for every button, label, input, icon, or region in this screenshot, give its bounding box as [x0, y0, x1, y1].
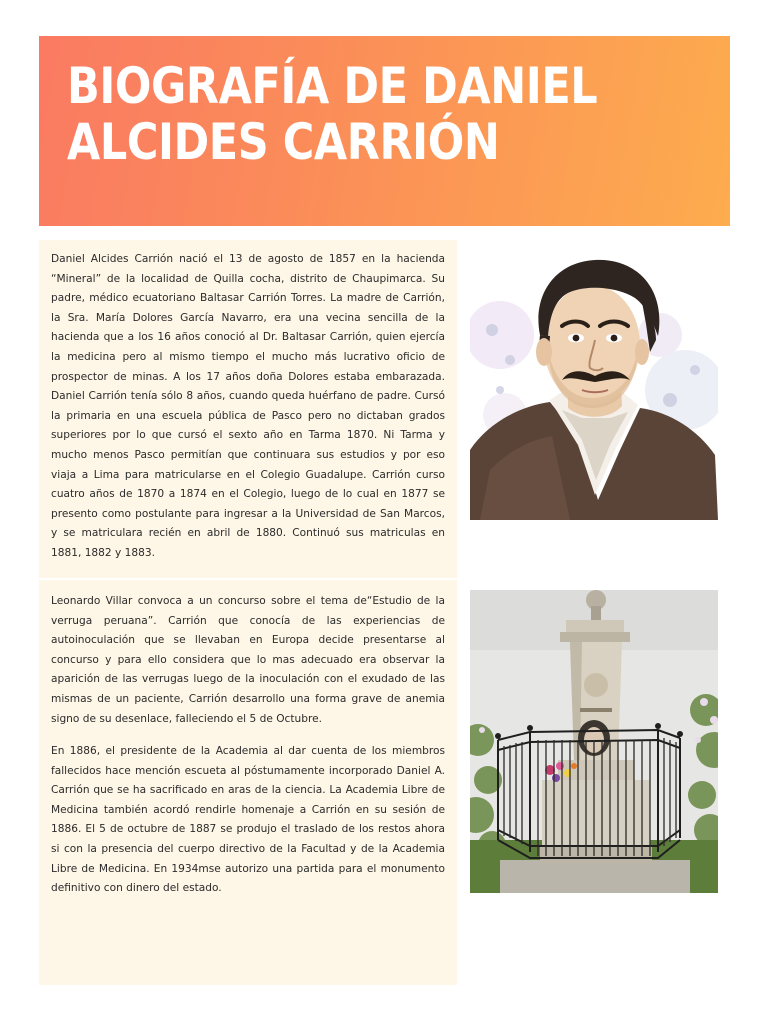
title-banner [39, 36, 730, 226]
page-title: BIOGRAFÍA DE DANIEL ALCIDES CARRIÓN [67, 57, 598, 171]
panel-divider [39, 578, 457, 580]
monument-photo [470, 590, 718, 893]
biography-paragraph-3: En 1886, el presidente de la Academia al dar cuenta de los miembros fallecidos hace mención escueta al póstumamente incorporado Daniel A. Carrión que se ha sacrificado en aras de la ciencia. La Academia Libre de Medicina también acordó rendirle homenaje a Carrión en su sesión de 1886. El 5 de octubre de 1887 se produjo el traslado de los restos ahora si con la presencia del cuerpo directivo de la Facultad y de la Academia Libre de Medicina. En 1934mse autorizo una partida para el monumento definitivo con dinero del estado. [51, 745, 445, 895]
biography-paragraph-1: Daniel Alcides Carrión nació el 13 de agosto de 1857 en la hacienda “Mineral” de la localidad de Quilla cocha, distrito de Chaupimarca. Su padre, médico ecuatoriano Baltasar Carrión Torres. La madre de Carrión, la Sra. María Dolores García Navarro, era una vecina sencilla de la hacienda que a los 16 años conoció al Dr. Baltasar Carrión, quien ejercía la medicina pero al mismo tiempo el mucho más lucrativo oficio de prospector de minas. A los 17 años doña Dolores estaba embarazada. Daniel Carrión tenía sólo 8 años, cuando queda huérfano de padre. Cursó la primaria en una escuela pública de Pasco pero no dictaban grados superiores por lo que cursó el sexto año en Tarma 1870. Ni Tarma y mucho menos Pasco permitían que continuara sus estudios y por eso viaja a Lima para matricularse en el Colegio Guadalupe. Carrión curso cuatro años de 1870 a 1874 en el Colegio, luego de lo cual en 1877 se presento como postulante para ingresar a la Universidad de San Marcos, y se matriculara recién en abril de 1880. Continuó sus matriculas en 1881, 1882 y 1883. [51, 253, 445, 559]
biography-paragraph-2: Leonardo Villar convoca a un concurso sobre el tema de“Estudio de la verruga peruana”. Carrión que conocía de las experiencias de autoinoculación que se llevaban en Europa decide presentarse al concurso y para ello considera que lo mas adecuado era observar la aparición de las verrugas luego de la inoculación con el exudado de las mismas de un paciente, Carrión desarrollo una forma grave de anemia signo de su desenlace, falleciendo el 5 de Octubre. [51, 595, 445, 725]
portrait-image [470, 240, 718, 520]
text-panel [39, 240, 457, 985]
